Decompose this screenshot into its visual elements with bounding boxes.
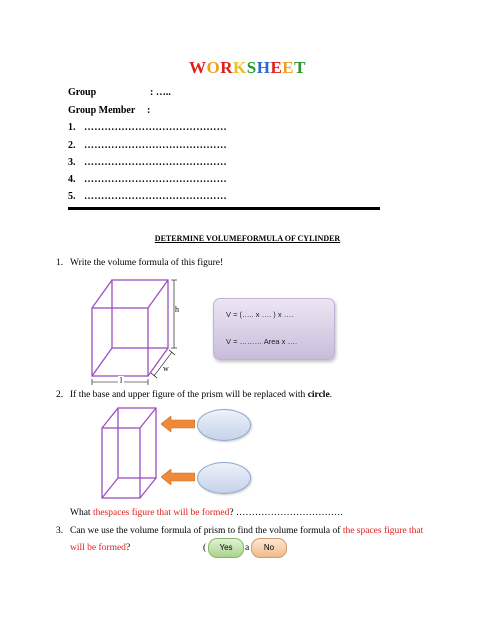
- q2-bold-word: circle: [307, 390, 330, 400]
- circle-shape: [197, 409, 251, 441]
- q3-connector: a: [245, 543, 250, 553]
- q3-question-mark: ?: [125, 543, 131, 553]
- member-number: 3.: [68, 157, 76, 168]
- group-member-value: :: [147, 105, 151, 116]
- member-number: 4.: [68, 174, 76, 185]
- yes-option[interactable]: Yes: [208, 538, 244, 558]
- title-letter: R: [220, 58, 234, 77]
- q2-text: [70, 390, 332, 400]
- member-number: 1.: [68, 122, 76, 133]
- member-blank: ……………………………………: [84, 122, 227, 133]
- title-letter: E: [270, 58, 283, 77]
- group-member-label: Group Member: [68, 105, 136, 116]
- no-option[interactable]: No: [251, 538, 287, 558]
- q3-paren: (: [203, 543, 207, 553]
- length-label: l: [120, 376, 123, 385]
- q2-answer-blank[interactable]: ? …………………………….: [229, 508, 343, 518]
- title-letter: S: [246, 58, 257, 77]
- member-blank: ……………………………………: [84, 174, 227, 185]
- title-letter: H: [256, 58, 271, 77]
- q3-text-part: Can we use the volume formula of prism to find the volume formula of: [70, 526, 343, 536]
- member-blank: ……………………………………: [84, 191, 227, 202]
- q2-text-part: If the base and upper figure of the prism will be replaced with: [70, 390, 308, 400]
- q1-text: Write the volume formula of this figure!: [70, 258, 224, 268]
- q3-text: [70, 526, 423, 536]
- member-number: 5.: [68, 191, 76, 202]
- group-label: Group: [68, 87, 97, 98]
- q2-answer-highlight: thespaces figure that will be formed: [92, 508, 230, 518]
- q2-text-end: .: [329, 390, 333, 400]
- title-letter: O: [206, 58, 221, 77]
- q1-number: 1.: [56, 258, 64, 268]
- q3-highlight-2: will be formed: [70, 543, 126, 553]
- q3-number: 3.: [56, 526, 64, 536]
- formula-line-1: V = (….. x …. ) x ….: [226, 310, 294, 319]
- width-label: w: [163, 364, 169, 373]
- arrow-left-icon: [161, 416, 195, 432]
- height-label: h: [175, 305, 179, 314]
- member-blank: ……………………………………: [84, 140, 227, 151]
- member-number: 2.: [68, 140, 76, 151]
- formula-line-2: V = ……… Area x ….: [226, 337, 298, 346]
- group-value: : …..: [150, 87, 171, 98]
- section-subtitle: DETERMINE VOLUMEFORMULA OF CYLINDER: [154, 234, 341, 243]
- title-letter: T: [294, 58, 306, 77]
- q2-answer-line: [70, 508, 343, 518]
- q3-text-line2: [70, 543, 130, 553]
- title-letter: E: [282, 58, 295, 77]
- prism-figure: [86, 274, 196, 386]
- worksheet-title: [0, 58, 495, 78]
- title-letter: W: [189, 58, 207, 77]
- circle-shape: [197, 462, 251, 494]
- member-blank: ……………………………………: [84, 157, 227, 168]
- arrow-left-icon: [161, 469, 195, 485]
- divider: [68, 207, 380, 210]
- q2-answer-prefix: What: [70, 508, 93, 518]
- formula-box: [213, 298, 335, 360]
- title-letter: K: [233, 58, 247, 77]
- q2-number: 2.: [56, 390, 64, 400]
- prism-figure-2: [98, 404, 162, 504]
- q3-highlight: the spaces figure that: [342, 526, 424, 536]
